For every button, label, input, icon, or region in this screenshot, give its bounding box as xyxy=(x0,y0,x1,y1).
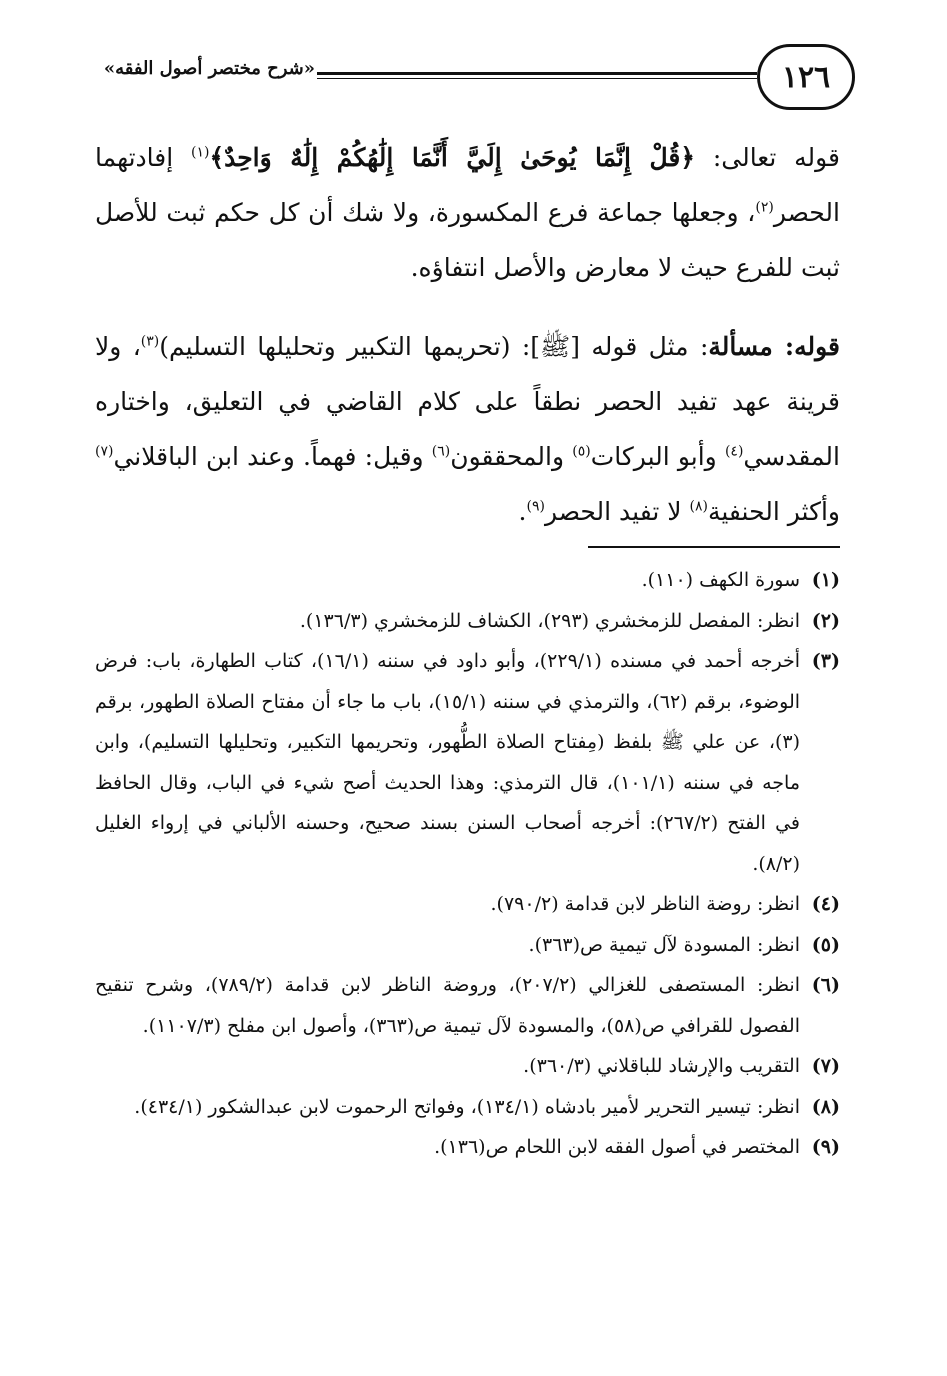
footnote-6 xyxy=(95,965,840,1046)
footnotes xyxy=(95,560,840,1168)
para2-text-e: وقيل: فهماً. وعند ابن الباقلاني xyxy=(113,442,432,471)
label-qawluhu: قوله xyxy=(794,332,840,361)
paragraph-1 xyxy=(95,130,840,295)
footnote-ref-4: (٤) xyxy=(724,443,744,460)
footnote-4 xyxy=(95,884,840,925)
footnote-1 xyxy=(95,560,840,601)
para1-text-b: ، وجعلها جماعة فرع المكسورة، ولا شك أن كل حكم ثبت للأصل ثبت للفرع حيث لا معارض والأصل انتفاؤه. xyxy=(95,198,840,282)
footnote-number: (٥) xyxy=(811,933,840,956)
paragraph-2 xyxy=(95,319,840,539)
footnote-number: (١) xyxy=(811,569,840,591)
page-header xyxy=(95,36,840,116)
footnote-text: انظر: المسودة لآل تيمية ص(٣٦٣). xyxy=(528,933,800,956)
footnote-ref-8: (٨) xyxy=(689,498,708,515)
running-title: «شرح مختصر أصول الفقه» xyxy=(103,58,315,79)
footnote-ref-6: (٦) xyxy=(431,443,451,460)
footnote-8 xyxy=(95,1087,840,1128)
footnote-text: أخرجه أحمد في مسنده (٢٢٩/١)، وأبو داود في سننه (١٦/١)، كتاب الطهارة، باب: فرض الوضوء، برقم (٦٢)، والترمذي في سننه (١٥/١)، باب ما جاء أن مفتاح الصلاة الطهور، برقم (٣)، عن علي ﷺ بلفظ (مِفتاح الصلاة الطُّهور، وتحريمها التكبير، وتحليلها التسليم)، وابن ماجه في سننه (١٠١/١)، قال الترمذي: وهذا الحديث أصح شيء في الباب، وقال الحافظ في الفتح (٢٦٧/٢): أخرجه أصحاب السنن بسند صحيح، وحسنه الألباني في إرواء الغليل (٨/٢). xyxy=(95,650,801,875)
footnote-7 xyxy=(95,1046,840,1087)
footnote-ref-3: (٣) xyxy=(140,333,160,350)
para2-text-h: . xyxy=(518,497,527,526)
footnote-ref-2: (٢) xyxy=(755,199,774,216)
footnote-ref-5: (٥) xyxy=(572,443,591,460)
footnote-5 xyxy=(95,925,840,966)
footnote-text: التقريب والإرشاد للباقلاني (٣٦٠/٣). xyxy=(523,1055,800,1077)
footnote-number: (٧) xyxy=(811,1055,840,1077)
quran-verse: ﴿قُلْ إِنَّمَا يُوحَىٰ إِلَيَّ أَنَّمَا إِلَٰهُكُمْ إِلَٰهٌ وَاحِدٌ﴾ xyxy=(209,143,696,172)
para2-text-c: وأبو البركات xyxy=(590,442,725,471)
para2-text-g: لا تفيد الحصر xyxy=(544,497,690,526)
footnote-number: (٦) xyxy=(811,974,840,996)
para2-text-f: وأكثر الحنفية xyxy=(707,497,840,526)
footnote-number: (٣) xyxy=(811,650,840,672)
footnote-text: انظر: تيسير التحرير لأمير بادشاه (١٣٤/١)، وفواتح الرحموت لابن عبدالشكور (٤٣٤/١). xyxy=(134,1095,800,1118)
footnote-text: سورة الكهف (١١٠). xyxy=(641,569,800,591)
footnote-number: (٢) xyxy=(811,609,840,632)
footnote-separator xyxy=(588,546,840,548)
footnote-ref-1: (١) xyxy=(190,144,210,161)
para2-text-d: والمحققون xyxy=(450,442,573,471)
footnote-9 xyxy=(95,1127,840,1168)
para2-text-b: ، ولا قرينة عهد تفيد الحصر نطقاً على كلام القاضي في التعليق، واختاره المقدسي xyxy=(95,332,840,471)
footnote-text: انظر: المستصفى للغزالي (٢٠٧/٢)، وروضة الناظر لابن قدامة (٧٨٩/٢)، وشرح تنقيح الفصول للقرافي ص(٥٨)، والمسودة لآل تيمية ص(٣٦٣)، وأصول ابن مفلح (١١٠٧/٣). xyxy=(95,974,800,1037)
footnote-ref-9: (٩) xyxy=(526,498,545,515)
footnote-text: انظر: المفصل للزمخشري (٢٩٣)، الكشاف للزمخشري (١٣٦/٣). xyxy=(299,609,800,632)
para2-text-a: : مثل قوله [ﷺ]: (تحريمها التكبير وتحليلها التسليم) xyxy=(159,332,709,361)
main-text xyxy=(95,130,840,539)
footnote-ref-7: (٧) xyxy=(95,443,114,460)
page-number: ١٢٦ xyxy=(781,59,831,95)
footnote-number: (٨) xyxy=(811,1095,840,1118)
footnote-number: (٤) xyxy=(811,893,840,915)
footnote-number: (٩) xyxy=(811,1136,840,1158)
footnote-2 xyxy=(95,601,840,642)
label-masala: مسألة xyxy=(708,332,773,361)
header-double-rule xyxy=(317,72,757,75)
footnote-3 xyxy=(95,641,840,884)
footnote-text: انظر: روضة الناظر لابن قدامة (٧٩٠/٢). xyxy=(490,893,800,915)
para1-text-a: إفادتهما الحصر xyxy=(95,143,840,227)
footnote-text: المختصر في أصول الفقه لابن اللحام ص(١٣٦). xyxy=(434,1136,800,1158)
para1-lead: قوله تعالى: xyxy=(695,143,840,172)
page-number-badge xyxy=(757,44,855,110)
label-sep: : xyxy=(772,332,795,361)
